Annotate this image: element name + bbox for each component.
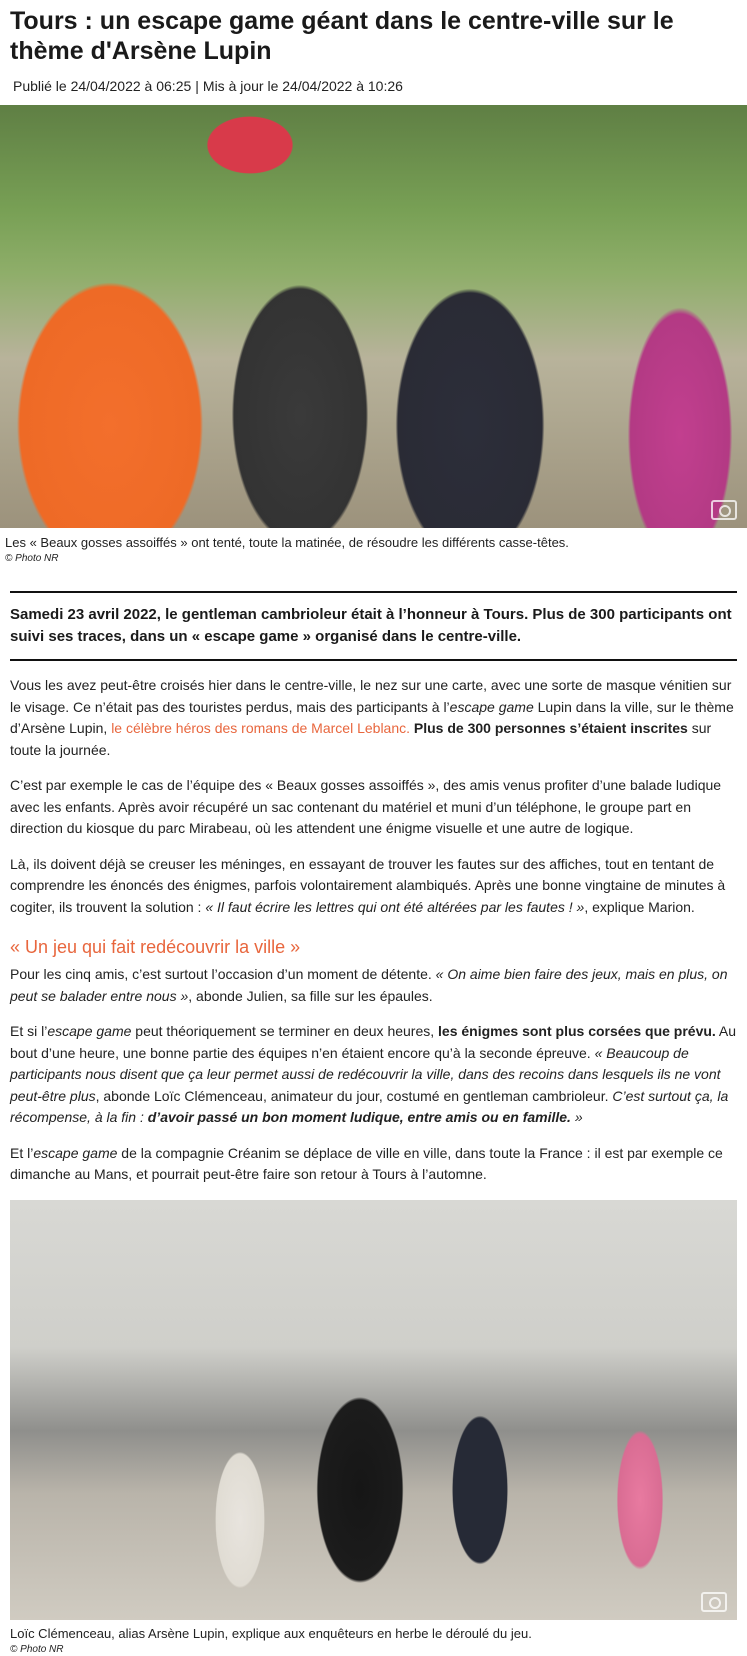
- updated-date: Mis à jour le 24/04/2022 à 10:26: [202, 78, 403, 94]
- text-em: « On aime bien faire des jeux, mais en plus, on peut se balader entre nous »: [10, 966, 728, 1004]
- text-span: C’est surtout ça, la récompense, à la fin :: [10, 1087, 729, 1125]
- text-span: Lupin dans la ville, sur le thème d’Arsène Lupin,: [10, 698, 734, 736]
- text-span: , abonde Julien, sa fille sur les épaules.: [188, 987, 433, 1004]
- text-em: « Beaucoup de participants nous disent que ça leur permet aussi de redécouvrir la ville, dans des recoins dans lesquels ils ne vont peut-être plus: [10, 1044, 721, 1104]
- text-strong: d’avoir passé un bon moment ludique, entre amis ou en famille.: [147, 1109, 571, 1125]
- photo-credit: © Photo NR: [5, 553, 59, 564]
- article-lead: Samedi 23 avril 2022, le gentleman cambrioleur était à l’honneur à Tours. Plus de 300 participants ont suivi ses traces, dans un « escape game » organisé dans le centre-ville.: [10, 591, 737, 661]
- text-span: , explique Marion.: [584, 898, 695, 915]
- camera-icon: [711, 500, 737, 520]
- photo-caption: Les « Beaux gosses assoiffés » ont tenté, toute la matinée, de résoudre les différents casse-têtes.: [5, 535, 569, 550]
- text-span: sur toute la journée.: [10, 720, 712, 758]
- article-paragraph: [10, 1143, 737, 1186]
- article-title: Tours : un escape game géant dans le centre-ville sur le thème d'Arsène Lupin: [10, 7, 674, 65]
- published-date: Publié le 24/04/2022 à 06:25: [13, 78, 192, 94]
- text-span: Là, ils doivent déjà se creuser les méninges, en essayant de trouver les fautes sur des affiches, tout en tentant de comprendre les énoncés des énigmes, parfois volontairement alambiqués. Après une bonne vingtaine de minutes à cogiter, ils trouvent la solution :: [10, 855, 726, 915]
- text-em: escape game: [33, 1144, 118, 1161]
- article-photo-secondary[interactable]: [10, 1200, 737, 1620]
- photo-caption: Loïc Clémenceau, alias Arsène Lupin, explique aux enquêteurs en herbe le déroulé du jeu.: [10, 1625, 532, 1641]
- text-span: Au bout d’une heure, une bonne partie des équipes n’en étaient encore qu’à la seconde épreuve.: [10, 1023, 737, 1061]
- article-paragraph: [10, 854, 737, 919]
- text-span: de la compagnie Créanim se déplace de ville en ville, dans toute la France : il est par exemple ce dimanche au Mans, et pourrait peut-être faire son retour à Tours à l’automne.: [10, 1144, 723, 1182]
- text-em: escape game: [449, 698, 534, 715]
- text-span: Vous les avez peut-être croisés hier dans le centre-ville, le nez sur une carte, avec une sorte de masque vénitien sur le visage. Ce n’était pas des touristes perdus, mais des participants à l’: [10, 677, 732, 715]
- text-span: Et si l’: [10, 1023, 48, 1039]
- text-strong: les énigmes sont plus corsées que prévu.: [438, 1023, 716, 1039]
- text-span: Pour les cinq amis, c’est surtout l’occasion d’un moment de détente.: [10, 966, 436, 982]
- text-span: »: [570, 1109, 583, 1125]
- article-subheading: « Un jeu qui fait redécouvrir la ville »: [10, 937, 301, 957]
- article-photo-main[interactable]: [0, 105, 747, 528]
- article-paragraph: [10, 964, 737, 1007]
- photo-credit: © Photo NR: [10, 1643, 64, 1655]
- article-paragraph: [10, 675, 737, 761]
- text-span: peut théoriquement se terminer en deux heures,: [131, 1023, 439, 1039]
- text-em: « Il faut écrire les lettres qui ont été altérées par les fautes ! »: [205, 898, 585, 915]
- leblanc-link[interactable]: le célèbre héros des romans de Marcel Leblanc.: [111, 720, 411, 736]
- text-span: Et l’: [10, 1144, 34, 1161]
- article-paragraph: C’est par exemple le cas de l’équipe des « Beaux gosses assoiffés », des amis venus profiter d’une balade ludique avec les enfants. Après avoir récupéré un sac contenant du matériel et muni d’un téléphone, le groupe part en direction du kiosque du parc Mirabeau, où les attendent une énigme visuelle et une autre de logique.: [10, 777, 722, 836]
- article-paragraph: [10, 1021, 737, 1129]
- meta-separator: |: [195, 78, 199, 94]
- text-strong: Plus de 300 personnes s’étaient inscrites: [413, 720, 688, 736]
- text-span: , abonde Loïc Clémenceau, animateur du jour, costumé en gentleman cambrioleur.: [95, 1087, 613, 1104]
- article-meta: [13, 77, 747, 95]
- text-em: escape game: [47, 1023, 132, 1039]
- camera-icon: [701, 1592, 727, 1612]
